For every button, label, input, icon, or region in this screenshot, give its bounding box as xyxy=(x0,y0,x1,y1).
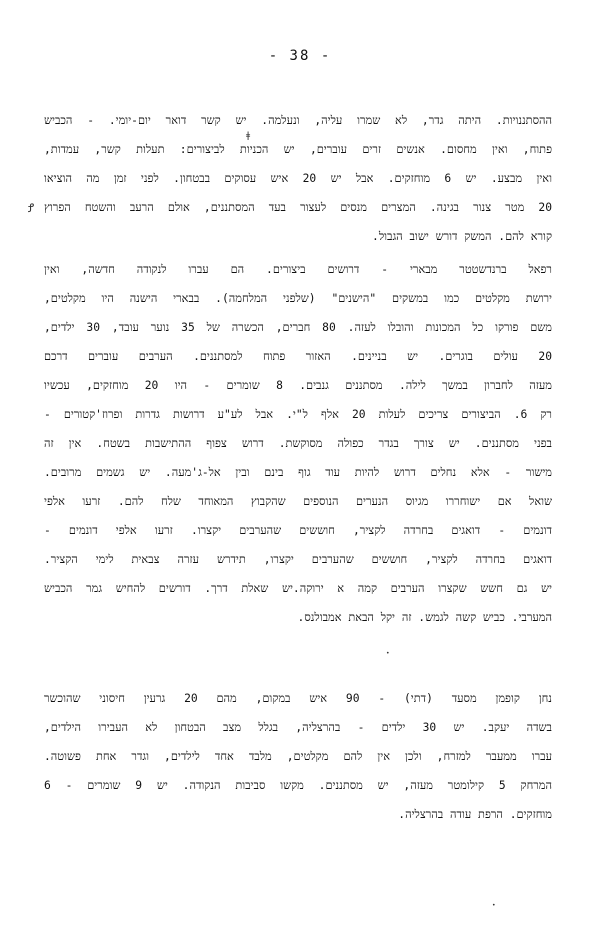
text-line: רפאל ברנדשטטר מבארי - דרושים ביצורים. הם עברו לנקודה חדשה, ואין xyxy=(44,263,552,276)
text-line: המרחק 5 קילומטר מעזה, יש מסתננים. מקשו סביבות הנקודה. יש 9 שומרים - 6 xyxy=(44,779,552,792)
text-line: יש גם חשש שקצרו הערבים קמה א ירוקה.יש שאלת דרך. דורשים להחיש גמר הכביש xyxy=(44,582,552,595)
text-line: רק 6. הביצורים צריכים לעלות 20 אלף ל"י. אבל לע"ע דרושות גדרות ופרוז'קטורים - xyxy=(44,408,552,421)
text-line: ואין מבצע. יש 6 מוחזקים. אבל יש 20 איש עסוקים בבטחון. לפני זמן מה הוציאו xyxy=(44,172,552,185)
text-line: ההסתננויות. היתה גדר, לא שמרו עליה, ונעלמה. יש קשר דואר יום-יומי. - הכביש xyxy=(44,114,552,127)
stray-dot-icon: • xyxy=(492,902,496,909)
text-line: 20 עולים בוגרים. יש בניינים. האזור פתוח למסתננים. הערבים עוברים דרכם xyxy=(44,350,552,363)
insertion-caret-icon: ǂ xyxy=(246,131,251,141)
text-line: 20 מטר צנור בגינה. המצרים מנסים לעצור בעד המסתננים, אולם הרעב והשטח הפרוץ xyxy=(44,201,552,214)
paragraph-1 xyxy=(44,106,552,251)
margin-mark-icon: Ꝭ xyxy=(28,201,35,215)
text-line: מוחזקים. הרפת עודה בהרצליה. xyxy=(398,808,552,821)
text-line: דונמים - דואגים בחרדה לקציר, חוששים שהערבים יקצרו. זרעו אלפי דונמים - xyxy=(44,524,552,537)
text-line: ירושת מקלטים כמו במשקים "הישנים" (שלפני המלחמה). בבארי הישנה היו מקלטים, xyxy=(44,292,552,305)
paragraph-3 xyxy=(44,684,552,829)
text-line: משם פורקו כל המכונות והובלו לעזה. 80 חברים, הכשרה של 35 נוער עובד, 30 ילדים, xyxy=(44,321,552,334)
text-line: קורא להם. המשק דורש ישוב הגבול. xyxy=(372,230,552,243)
text-line: בפני מסתננים. יש צורך בגדר כפולה מסוקשת. דרוש צפוף ההתישבות בשטח. אין זה xyxy=(44,437,552,450)
text-line: עברו ממעבר למזרח, ולכן אין להם מקלטים, מלבד אחד לילדים, וגדר אחת פשוטה. xyxy=(44,750,552,763)
text-line: המערבי. כביש קשה לגמש. זה יקל הבאת אמבולנס. xyxy=(297,611,552,624)
text-line: פתוח, ואין מחסום. אנשים זרים עוברים, יש הכניות לביצורים: תעלות קשר, עמדות, xyxy=(44,143,552,156)
text-line: נחן קופמן מסעד (דתי) - 90 איש במקום, מהם 20 גרעין חיסוני שהוכשר xyxy=(44,692,552,705)
paragraph-2 xyxy=(44,255,552,632)
text-line: דואגים בחרדה לקציר, חוששים שהערבים יקצרו, תידרש עזרה צבאית לימי הקציר. xyxy=(44,553,552,566)
text-line: שואל אם ישוחררו מגיוס הנערים הנוספים שהקבוץ המאוחד שלח להם. זרעו אלפי xyxy=(44,495,552,508)
text-line: מישור - אלא נחלים דרוש להיות עוד גוף בינם ובין אל-ג'מעה. יש גשמים מרובים. xyxy=(44,466,552,479)
text-line: בשדה יעקב. יש 30 ילדים - בהרצליה, בגלל מצב הבטחון לא העבירו הילדים, xyxy=(44,721,552,734)
stray-dot-icon: • xyxy=(386,650,390,657)
page-number: - 38 - xyxy=(268,48,332,64)
text-line: מעזה לחברון במשך לילה. מסתננים גנבים. 8 שומרים - היו 20 מוחזקים, עכשיו xyxy=(44,379,552,392)
